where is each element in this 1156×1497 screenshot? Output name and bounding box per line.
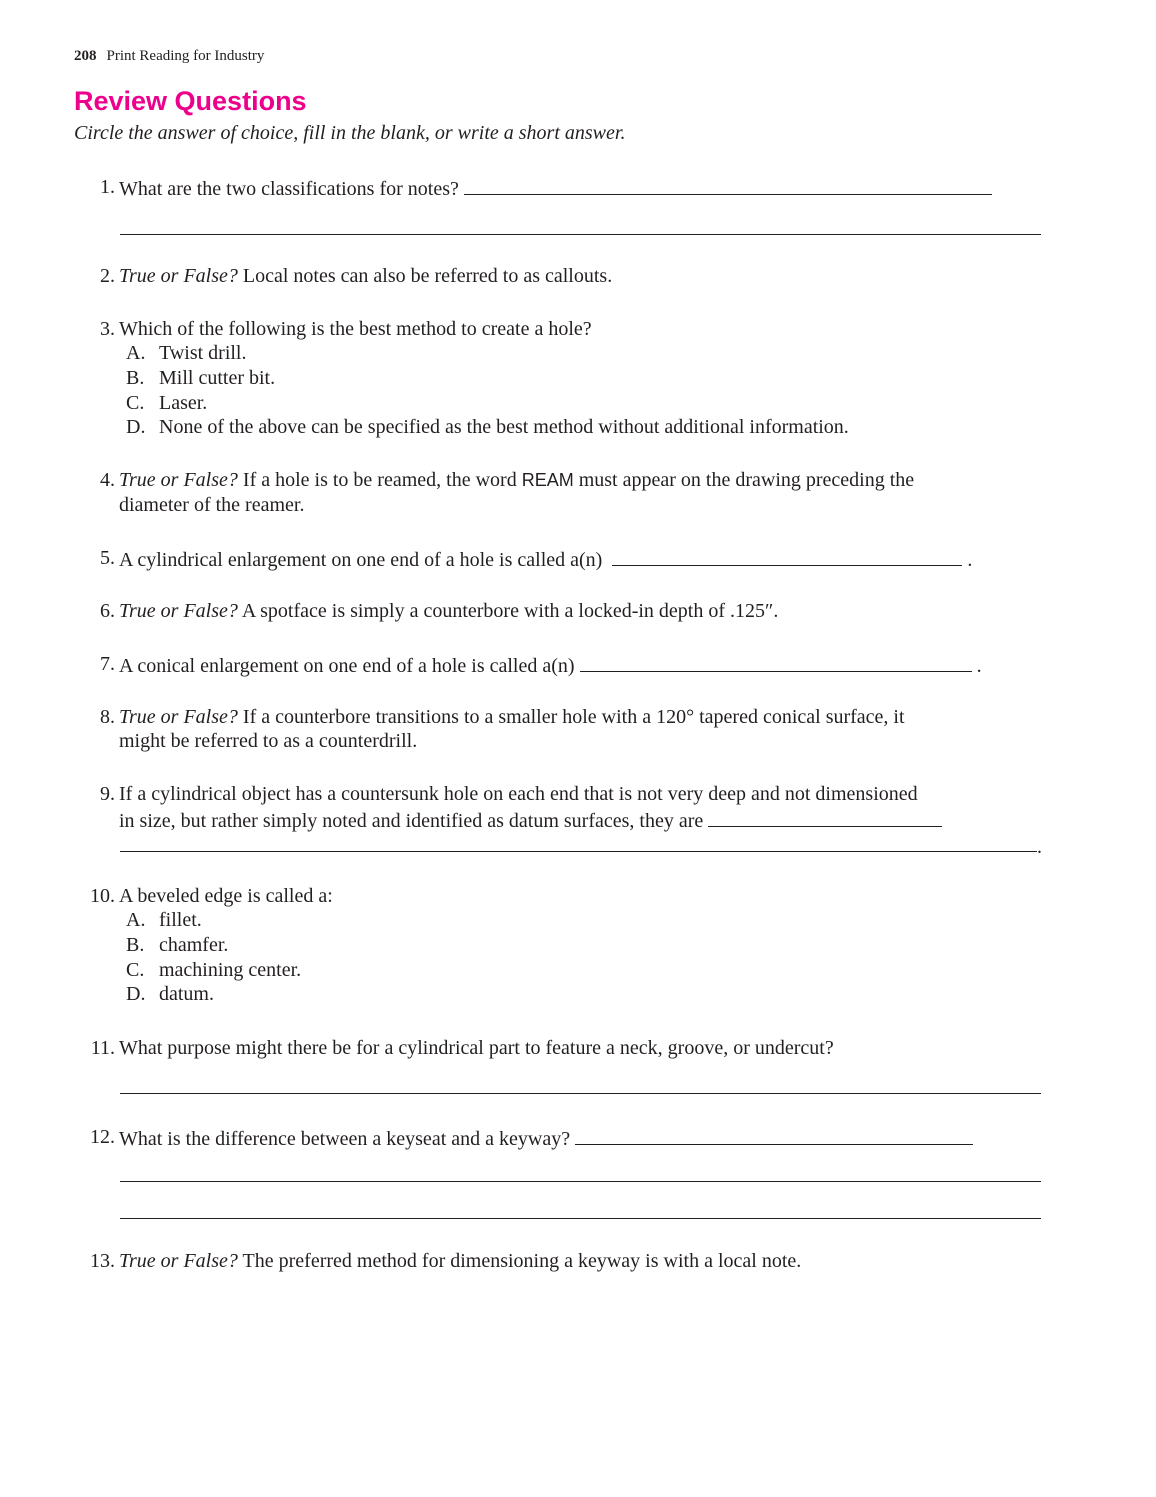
question-text: If a hole is to be reamed, the word	[242, 469, 517, 491]
option-a[interactable]	[0, 907, 1100, 933]
period: .	[1037, 836, 1042, 858]
question-4	[0, 467, 1100, 493]
question-13	[0, 1248, 1100, 1274]
option-text: datum.	[159, 983, 214, 1005]
question-2	[0, 263, 1100, 289]
question-text	[119, 174, 992, 202]
option-c[interactable]	[0, 390, 1100, 416]
question-number: 7.	[100, 653, 115, 675]
question-4-cont	[0, 492, 1100, 518]
question-7	[0, 651, 1100, 677]
option-letter: B.	[126, 367, 145, 389]
question-number: 13.	[90, 1250, 115, 1272]
question-number: 8.	[100, 706, 115, 728]
option-letter: A.	[126, 909, 146, 931]
question-text	[119, 1248, 801, 1274]
answer-blank[interactable]	[708, 806, 942, 827]
question-text: What purpose might there be for a cylindrical part to feature a neck, groove, or undercut?	[119, 1037, 834, 1059]
option-text: fillet.	[159, 909, 202, 931]
option-letter: D.	[126, 983, 146, 1005]
question-10	[0, 883, 1100, 909]
keyword: REAM	[521, 470, 574, 490]
question-1	[0, 174, 1100, 200]
question-text	[119, 704, 905, 730]
option-a[interactable]	[0, 340, 1100, 366]
book-title: Print Reading for Industry	[106, 48, 265, 64]
question-text	[119, 806, 942, 834]
running-header	[74, 48, 264, 65]
question-3	[0, 316, 1100, 342]
question-number: 1.	[100, 176, 115, 198]
question-number: 4.	[100, 469, 115, 491]
question-number: 10.	[90, 885, 115, 907]
period: .	[976, 655, 982, 677]
question-9-end	[0, 834, 1100, 860]
question-text	[119, 651, 982, 679]
question-text: A conical enlargement on one end of a hole is called a(n)	[119, 655, 575, 677]
question-9	[0, 781, 1100, 807]
question-text: What are the two classifications for notes?	[119, 178, 459, 200]
question-text	[119, 263, 612, 289]
page-number: 208	[74, 48, 97, 64]
answer-blank[interactable]	[575, 1124, 973, 1145]
answer-line[interactable]	[120, 1181, 1041, 1182]
question-text: The preferred method for dimensioning a keyway is with a local note.	[242, 1250, 802, 1272]
period: .	[967, 549, 973, 571]
instructions: Circle the answer of choice, fill in the blank, or write a short answer.	[74, 122, 626, 144]
question-number: 9.	[100, 783, 115, 805]
question-text: in size, but rather simply noted and identified as datum surfaces, they are	[119, 810, 704, 832]
question-text: A cylindrical enlargement on one end of a hole is called a(n)	[119, 549, 603, 571]
question-12	[0, 1124, 1100, 1150]
question-11	[0, 1035, 1100, 1061]
true-false-prefix: True or False?	[119, 469, 238, 491]
question-number: 12.	[90, 1126, 115, 1148]
option-b[interactable]	[0, 932, 1100, 958]
question-number: 3.	[100, 318, 115, 340]
question-text	[119, 598, 778, 624]
question-text: diameter of the reamer.	[119, 494, 305, 516]
true-false-prefix: True or False?	[119, 600, 238, 622]
option-b[interactable]	[0, 365, 1100, 391]
question-number: 2.	[100, 265, 115, 287]
answer-blank[interactable]	[612, 545, 962, 566]
section-title: Review Questions	[74, 86, 307, 116]
answer-blank[interactable]	[464, 174, 992, 195]
question-text: Local notes can also be referred to as callouts.	[242, 265, 613, 287]
question-8-cont	[0, 728, 1100, 754]
option-letter: A.	[126, 342, 146, 364]
question-text: must appear on the drawing preceding the	[578, 469, 915, 491]
question-text: Which of the following is the best method to create a hole?	[119, 318, 592, 340]
question-6	[0, 598, 1100, 624]
question-text: If a counterbore transitions to a smaller hole with a 120° tapered conical surface, it	[242, 706, 905, 728]
question-number: 5.	[100, 547, 115, 569]
option-text: Twist drill.	[159, 342, 247, 364]
answer-line[interactable]	[120, 1218, 1041, 1219]
question-text	[119, 545, 972, 573]
question-9-cont	[0, 806, 1100, 832]
question-number: 6.	[100, 600, 115, 622]
option-c[interactable]	[0, 957, 1100, 983]
question-8	[0, 704, 1100, 730]
option-text: chamfer.	[159, 934, 229, 956]
true-false-prefix: True or False?	[119, 1250, 238, 1272]
option-d[interactable]	[0, 414, 1100, 440]
question-text: A beveled edge is called a:	[119, 885, 333, 907]
option-letter: C.	[126, 392, 145, 414]
question-5	[0, 545, 1100, 571]
question-text	[119, 1124, 973, 1152]
option-text: machining center.	[159, 959, 302, 981]
option-text: Laser.	[159, 392, 208, 414]
answer-line[interactable]	[120, 234, 1041, 235]
true-false-prefix: True or False?	[119, 265, 238, 287]
question-text: If a cylindrical object has a countersunk hole on each end that is not very deep and not dimensioned	[119, 783, 918, 805]
question-text: A spotface is simply a counterbore with a locked-in depth of .125″.	[241, 600, 779, 622]
question-text	[119, 467, 914, 493]
option-d[interactable]	[0, 981, 1100, 1007]
option-text: None of the above can be specified as the best method without additional information.	[159, 416, 849, 438]
question-number: 11.	[90, 1037, 115, 1059]
question-text: might be referred to as a counterdrill.	[119, 730, 418, 752]
answer-line[interactable]	[120, 1093, 1041, 1094]
question-text: What is the difference between a keyseat and a keyway?	[119, 1128, 571, 1150]
true-false-prefix: True or False?	[119, 706, 238, 728]
option-letter: B.	[126, 934, 145, 956]
option-letter: D.	[126, 416, 146, 438]
option-letter: C.	[126, 959, 145, 981]
answer-blank[interactable]	[580, 651, 972, 672]
option-text: Mill cutter bit.	[159, 367, 276, 389]
